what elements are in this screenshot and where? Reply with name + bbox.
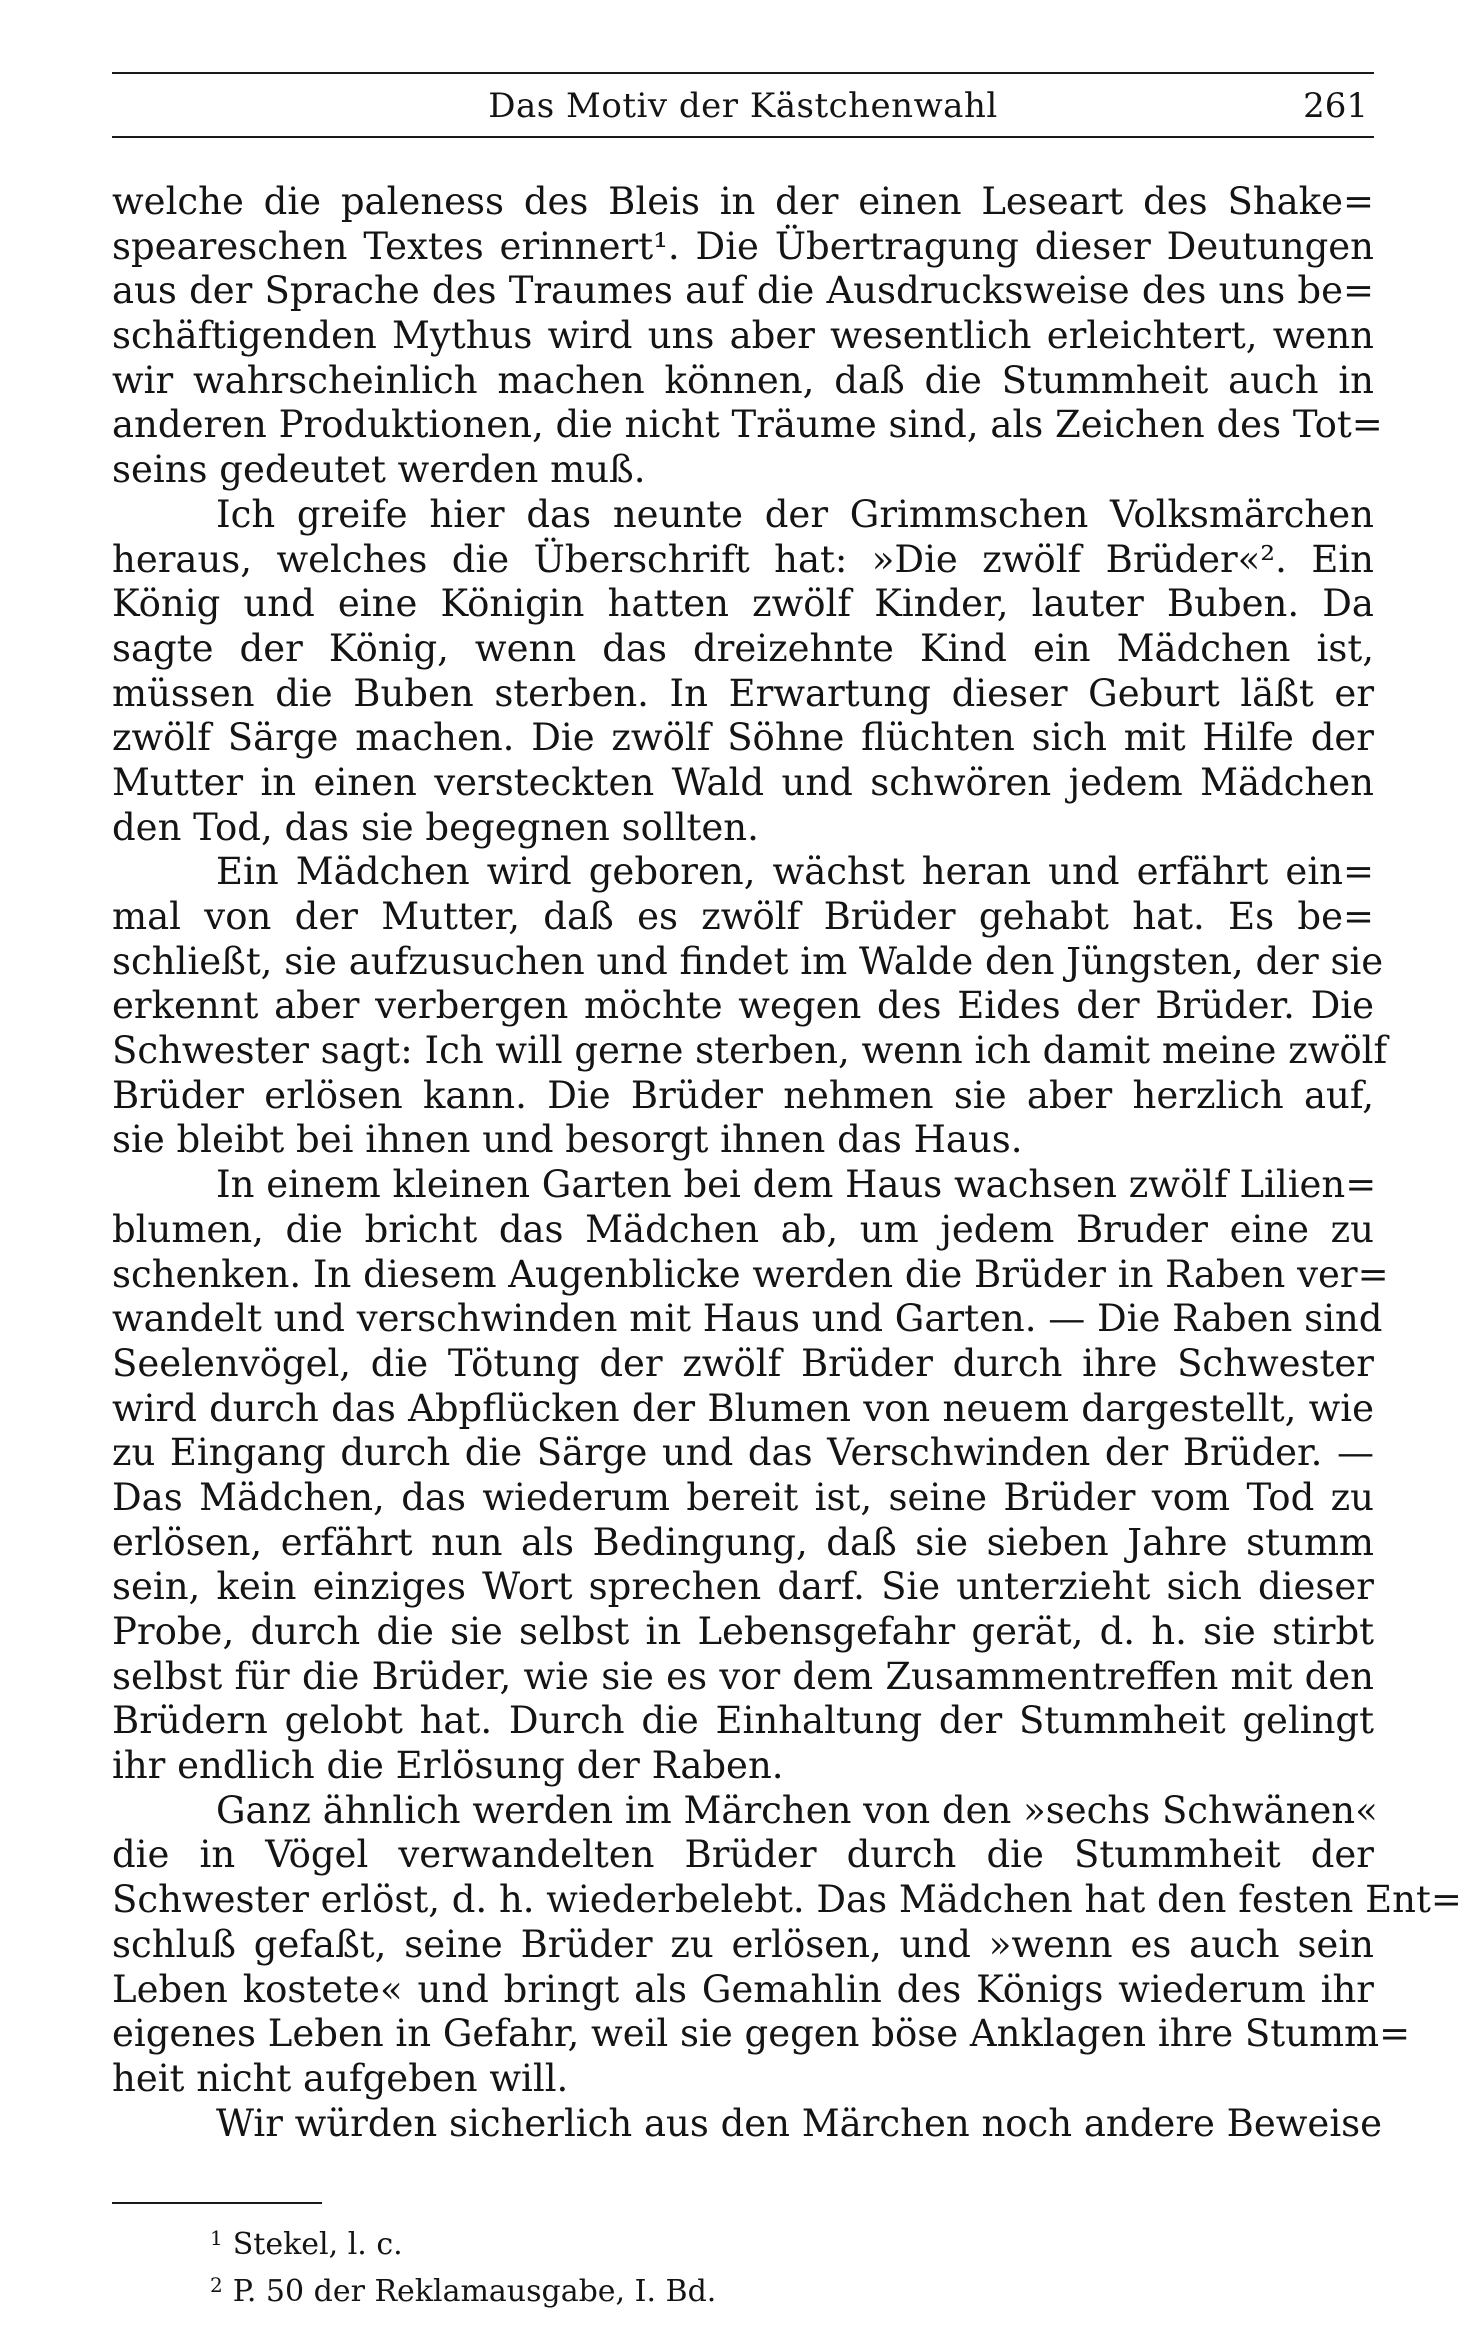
text-line: Brüdern gelobt hat. Durch die Einhaltung der Stummheit gelingt bbox=[112, 1699, 1374, 1743]
text-line: müssen die Buben sterben. In Erwartung dieser Geburt läßt er bbox=[112, 671, 1374, 715]
top-rule bbox=[112, 72, 1374, 74]
text-line: zu Eingang durch die Särge und das Verschwinden der Brüder. — bbox=[112, 1431, 1374, 1475]
text-line: selbst für die Brüder, wie sie es vor dem Zusammentreffen mit den bbox=[112, 1654, 1374, 1698]
text-line: ihr endlich die Erlösung der Raben. bbox=[112, 1744, 784, 1788]
text-line: aus der Sprache des Traumes auf die Ausdrucksweise des uns be= bbox=[112, 269, 1374, 313]
page-number: 261 bbox=[1303, 86, 1368, 126]
text-line: erkennt aber verbergen möchte wegen des Eides der Brüder. Die bbox=[112, 984, 1374, 1028]
text-line: In einem kleinen Garten bei dem Haus wachsen zwölf Lilien= bbox=[216, 1163, 1377, 1207]
footnote-mark: 2 bbox=[210, 2273, 223, 2297]
footnotes bbox=[210, 2218, 1310, 2312]
text-line: den Tod, das sie begegnen sollten. bbox=[112, 805, 759, 849]
text-line: Ganz ähnlich werden im Märchen von den »sechs Schwänen« bbox=[216, 1788, 1378, 1832]
footnote-rule bbox=[112, 2202, 322, 2204]
text-line: spearesc​hen Textes erinnert¹. Die Übertragung dieser Deutungen bbox=[112, 224, 1374, 268]
text-line: heit nicht aufgeben will. bbox=[112, 2056, 569, 2100]
text-line: schenken. In diesem Augenblicke werden die Brüder in Raben ver= bbox=[112, 1252, 1389, 1296]
text-line: erlösen, erfährt nun als Bedingung, daß sie sieben Jahre stumm bbox=[112, 1520, 1374, 1564]
text-line: heraus, welches die Überschrift hat: »Die zwölf Brüder«². Ein bbox=[112, 537, 1374, 581]
footnote-2 bbox=[210, 2265, 1310, 2312]
text-line: zwölf Särge machen. Die zwölf Söhne flüchten sich mit Hilfe der bbox=[112, 716, 1374, 760]
text-line: König und eine Königin hatten zwölf Kinder, lauter Buben. Da bbox=[112, 582, 1374, 626]
text-line: Das Mädchen, das wiederum bereit ist, seine Brüder vom Tod zu bbox=[112, 1475, 1374, 1519]
text-line: seins gedeutet werden muß. bbox=[112, 448, 646, 492]
footnote-text: Stekel, l. c. bbox=[232, 2227, 403, 2262]
text-line: blumen, die bricht das Mädchen ab, um jedem Bruder eine zu bbox=[112, 1207, 1374, 1251]
text-line: Wir würden sicherlich aus den Märchen noch andere Beweise bbox=[216, 2101, 1383, 2145]
page-header bbox=[112, 86, 1374, 134]
header-rule bbox=[112, 136, 1374, 138]
text-line: schluß gefaßt, seine Brüder zu erlösen, und »wenn es auch sein bbox=[112, 1922, 1374, 1966]
text-line: Ein Mädchen wird geboren, wächst heran und erfährt ein= bbox=[216, 850, 1374, 894]
text-line: Leben kostete« und bringt als Gemahlin des Königs wiederum ihr bbox=[112, 1967, 1374, 2011]
footnote-text: P. 50 der Reklamausgabe, I. Bd. bbox=[232, 2274, 717, 2309]
text-line: Brüder erlösen kann. Die Brüder nehmen sie aber herzlich auf, bbox=[112, 1073, 1374, 1117]
text-line: welche die paleness des Bleis in der einen Leseart des Shake= bbox=[112, 180, 1374, 223]
text-line: schäftigenden Mythus wird uns aber wesentlich erleichtert, wenn bbox=[112, 314, 1374, 358]
text-line: mal von der Mutter, daß es zwölf Brüder gehabt hat. Es be= bbox=[112, 895, 1374, 938]
text-line: wird durch das Abpflücken der Blumen von neuem dargestellt, wie bbox=[112, 1386, 1374, 1430]
text-line: Schwester sagt: Ich will gerne sterben, wenn ich damit meine zwölf bbox=[112, 1029, 1388, 1073]
text-line: Mutter in einen versteckten Wald und schwören jedem Mädchen bbox=[112, 760, 1374, 804]
running-title: Das Motiv der Kästchenwahl bbox=[488, 86, 998, 126]
text-line: sagte der König, wenn das dreizehnte Kind ein Mädchen ist, bbox=[112, 626, 1374, 670]
text-line: sein, kein einziges Wort sprechen darf. Sie unterzieht sich dieser bbox=[112, 1565, 1374, 1609]
text-line: schließt, sie aufzusuchen und findet im Walde den Jüngsten, der sie bbox=[112, 939, 1384, 983]
text-line: Seelenvögel, die Tötung der zwölf Brüder durch ihre Schwester bbox=[112, 1341, 1374, 1385]
body-text bbox=[112, 180, 1462, 2146]
text-line: Schwester erlöst, d. h. wiederbelebt. Das Mädchen hat den festen Ent= bbox=[112, 1878, 1462, 1922]
text-line: die in Vögel verwandelten Brüder durch die Stummheit der bbox=[112, 1833, 1374, 1877]
text-line: wandelt und verschwinden mit Haus und Garten. — Die Raben sind bbox=[112, 1297, 1383, 1341]
text-line: sie bleibt bei ihnen und besorgt ihnen das Haus. bbox=[112, 1118, 1023, 1162]
text-line: Probe, durch die sie selbst in Lebensgefahr gerät, d. h. sie stirbt bbox=[112, 1610, 1374, 1653]
footnote-mark: 1 bbox=[210, 2226, 223, 2250]
text-line: anderen Produktionen, die nicht Träume sind, als Zeichen des Tot= bbox=[112, 403, 1383, 447]
text-line: Ich greife hier das neunte der Grimmschen Volksmärchen bbox=[216, 492, 1374, 536]
text-line: wir wahrscheinlich machen können, daß die Stummheit auch in bbox=[112, 358, 1374, 402]
text-line: eigenes Leben in Gefahr, weil sie gegen böse Anklagen ihre Stumm= bbox=[112, 2012, 1411, 2056]
footnote-1 bbox=[210, 2218, 1310, 2265]
